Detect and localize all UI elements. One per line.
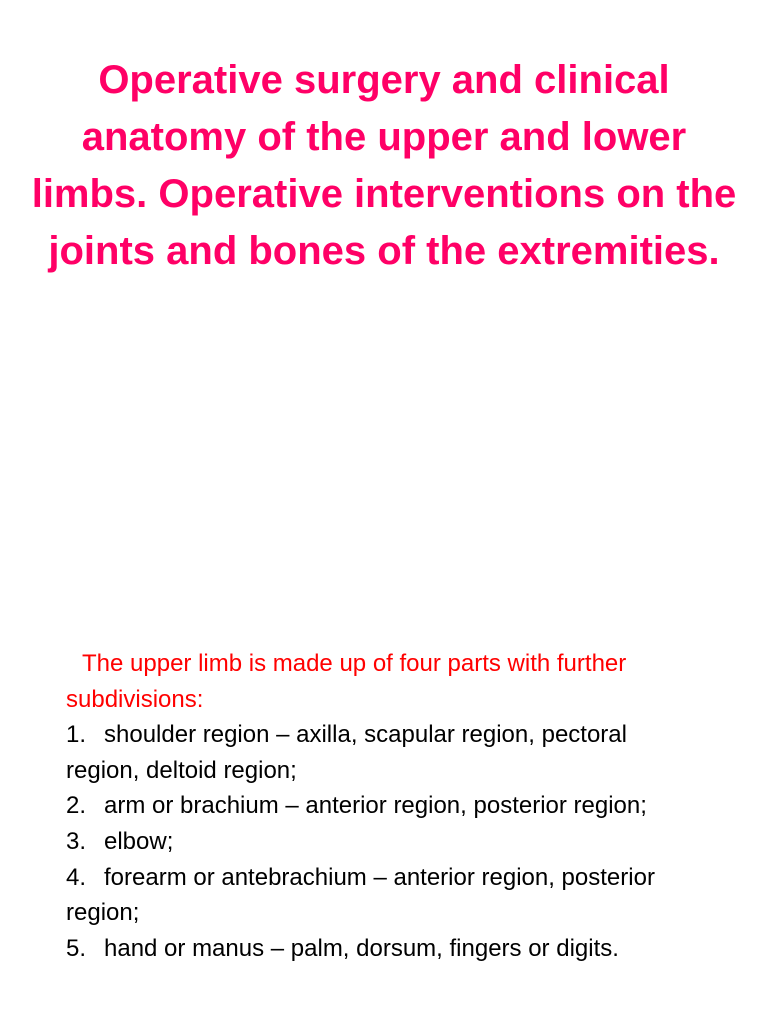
list-item [66,824,686,860]
list-item-text: hand or manus – palm, dorsum, fingers or digits. [104,934,619,962]
list-item [66,788,686,824]
list-item-text: arm or brachium – anterior region, posterior region; [104,792,647,820]
list-item-text: forearm or antebrachium – anterior region, posterior region; [66,863,655,927]
list-item [66,717,686,788]
subdivision-list [66,717,686,966]
intro-paragraph [66,646,686,717]
list-item [66,931,686,967]
slide-title: Operative surgery and clinical anatomy of the upper and lower limbs. Operative interventions on the joints and bones of the extremities. [31,58,737,273]
slide-body [66,646,686,966]
intro-text: The upper limb is made up of four parts with further subdivisions: [66,650,627,713]
list-item-number: 2. [66,792,87,820]
list-item-number: 4. [66,863,87,891]
list-item-text: shoulder region – axilla, scapular region, pectoral region, deltoid region; [66,721,627,784]
list-item [66,860,686,931]
list-item-number: 3. [66,827,87,855]
list-item-number: 5. [66,934,87,962]
list-item-number: 1. [66,721,87,749]
list-item-text: elbow; [104,827,174,855]
